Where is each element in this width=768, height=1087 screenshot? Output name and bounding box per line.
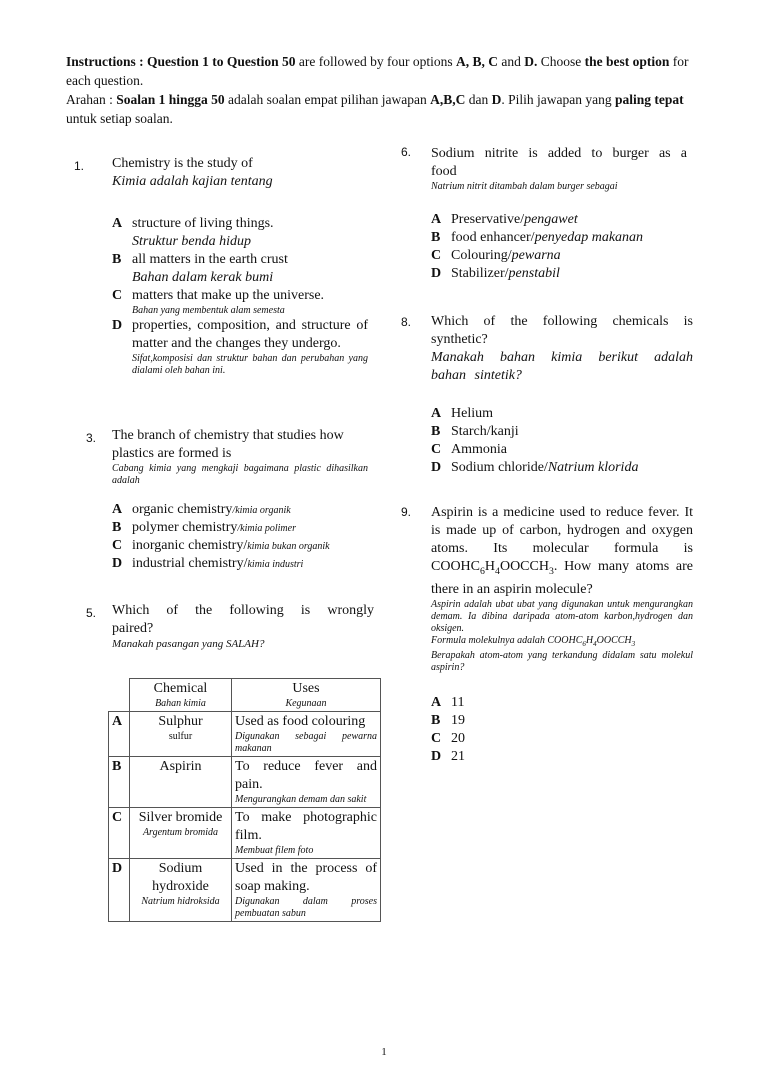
question-text-malay: Cabang kimia yang mengkaji bagaimana plastic dihasilkan adalah: [112, 463, 368, 486]
row-letter: A: [109, 712, 130, 757]
option-text: [451, 405, 693, 423]
instruction-segment: Arahan :: [66, 92, 117, 107]
uses-cell: [232, 808, 381, 859]
instruction-segment: A, B, C: [456, 54, 499, 69]
option-text-english: Preservative/: [451, 212, 525, 227]
instruction-segment: D.: [524, 54, 538, 69]
options: [431, 405, 693, 477]
question-text: [431, 504, 693, 599]
options: [112, 501, 368, 573]
option-letter: A: [431, 406, 442, 421]
option-a[interactable]: [431, 694, 693, 712]
question-text: The branch of chemistry that studies how plastics are formed is: [112, 428, 344, 461]
option-text-english: 20: [451, 730, 465, 746]
instruction-segment: for each question.: [66, 54, 689, 88]
option-text: [451, 229, 687, 247]
option-a[interactable]: [431, 405, 693, 423]
molecular-formula-malay: $COOHC_6H_4OOCCH_3$: [547, 634, 636, 648]
header-blank-cell: [109, 679, 130, 712]
option-text-english: inorganic chemistry/: [132, 538, 248, 553]
instructions: [66, 52, 696, 128]
option-letter: B: [431, 424, 441, 439]
option-letter: C: [112, 538, 123, 553]
instructions-malay: [66, 90, 696, 128]
question-3: [112, 427, 368, 573]
option-text-malay: pengawet: [524, 212, 578, 227]
option-letter: C: [431, 442, 442, 457]
question-text-malay: Manakah pasangan yang SALAH?: [112, 638, 265, 650]
option-b[interactable]: [112, 251, 368, 287]
table-row: [109, 712, 381, 757]
option-d[interactable]: [112, 317, 368, 377]
option-text-english: Starch/kanji: [451, 424, 519, 439]
option-text-english: Ammonia: [451, 442, 507, 457]
row-letter: D: [109, 859, 130, 922]
option-text: [451, 211, 687, 229]
page-number: 1: [381, 1046, 387, 1058]
question-1: [112, 155, 368, 377]
option-text: [451, 247, 687, 265]
option-letter: C: [431, 248, 442, 263]
question-number: 8.: [401, 315, 412, 329]
option-text: [451, 730, 693, 748]
instruction-segment: and: [498, 54, 525, 69]
chemical-name: Silver bromide: [138, 810, 223, 825]
option-d[interactable]: [431, 748, 693, 766]
option-text-english: industrial chemistry/: [132, 556, 248, 571]
options: [112, 215, 368, 377]
option-letter: C: [431, 730, 442, 746]
instruction-segment: adalah soalan empat pilihan jawapan: [224, 92, 431, 107]
option-text-english: properties, composition, and structure of matter and the changes they undergo.: [132, 318, 368, 351]
option-c[interactable]: [431, 247, 687, 265]
option-text-english: 11: [451, 694, 465, 710]
option-b[interactable]: [431, 712, 693, 730]
chemical-cell: [130, 757, 232, 808]
option-letter: C: [112, 288, 123, 303]
option-text-english: 19: [451, 712, 465, 728]
header-chemical-cell: [130, 679, 232, 712]
option-text-malay: pewarna: [511, 248, 561, 263]
table-header: [109, 679, 381, 712]
option-a[interactable]: [112, 501, 368, 519]
chemical-cell: [130, 808, 232, 859]
option-letter: A: [431, 212, 442, 227]
option-letter: A: [112, 216, 123, 231]
instruction-segment: untuk setiap soalan.: [66, 111, 173, 126]
option-b[interactable]: [431, 423, 693, 441]
option-b[interactable]: [431, 229, 687, 247]
option-letter: B: [431, 712, 441, 728]
question-number: 5.: [86, 606, 97, 620]
instruction-segment: dan: [465, 92, 492, 107]
question-text: Chemistry is the study of: [112, 156, 253, 171]
option-letter: A: [112, 502, 123, 517]
header-uses-cell: [232, 679, 381, 712]
option-text-english: Stabilizer/: [451, 266, 509, 281]
uses-cell: [232, 712, 381, 757]
uses-cell: [232, 859, 381, 922]
instruction-segment: D: [491, 92, 502, 107]
option-c[interactable]: [431, 441, 693, 459]
question-text-part: Aspirin is a medicine used to reduce fever. It is made up of carbon, hydrogen and oxygen atoms. Its molecular formula is: [431, 505, 693, 556]
option-letter: D: [112, 556, 123, 571]
option-text-malay: penyedap makanan: [534, 230, 644, 245]
row-letter: C: [109, 808, 130, 859]
option-text-english: organic chemistry: [132, 502, 233, 517]
option-text-malay: /kimia polimer: [237, 523, 296, 534]
option-text: [451, 694, 693, 712]
option-letter: A: [431, 694, 442, 710]
header-uses: Uses: [292, 681, 320, 696]
question-text-part: . How many atoms are there in an aspirin molecule?: [431, 559, 693, 597]
option-text-malay: Struktur benda hidup: [132, 234, 251, 249]
chemical-name: Aspirin: [159, 759, 202, 774]
question-text: Sodium nitrite is added to burger as a food: [431, 146, 687, 179]
table-row: [109, 757, 381, 808]
use-text-malay: Membuat filem foto: [235, 845, 314, 856]
header-uses-malay: Kegunaan: [285, 698, 327, 709]
chemical-name: Sulphur: [158, 714, 203, 729]
question-number: 3.: [86, 431, 97, 445]
option-text: [451, 441, 693, 459]
use-text-malay: Digunakan dalam proses pembuatan sabun: [235, 896, 377, 919]
option-letter: D: [431, 266, 442, 281]
option-text-english: matters that make up the universe.: [132, 288, 325, 303]
option-letter: B: [431, 230, 441, 245]
use-text-malay: Digunakan sebagai pewarna makanan: [235, 731, 377, 754]
option-letter: B: [112, 252, 122, 267]
instructions-english: [66, 52, 696, 90]
option-text: [132, 287, 368, 317]
option-letter: B: [112, 520, 122, 535]
table-row: [109, 808, 381, 859]
chemical-name: Sodium hydroxide: [152, 861, 209, 894]
question-text-malay: Manakah bahan kimia berikut adalah bahan sintetik?: [431, 350, 693, 383]
option-text-malay: Bahan dalam kerak bumi: [132, 270, 274, 285]
option-text: [451, 423, 693, 441]
question-9: [431, 504, 693, 766]
row-letter: B: [109, 757, 130, 808]
option-c[interactable]: [112, 537, 368, 555]
question-6: [431, 145, 687, 283]
option-letter: D: [431, 748, 442, 764]
option-text: [132, 519, 368, 537]
option-text-english: Helium: [451, 406, 493, 421]
use-text: Used in the process of soap making.: [235, 861, 377, 894]
option-text: [132, 215, 368, 251]
option-c[interactable]: [112, 287, 368, 317]
question-number: 6.: [401, 145, 412, 159]
question-text: Which of the following chemicals is synthetic?: [431, 314, 693, 347]
option-text-english: Sodium chloride/: [451, 460, 548, 475]
option-a[interactable]: [431, 211, 687, 229]
option-text-english: food enhancer/: [451, 230, 535, 245]
instruction-segment: are followed by four options: [295, 54, 456, 69]
chemical-name-malay: sulfur: [168, 731, 193, 742]
option-text: [132, 537, 368, 555]
malay-text: Formula molekulnya adalah: [431, 634, 545, 646]
instruction-segment: the best option: [584, 54, 670, 69]
option-d[interactable]: [112, 555, 368, 573]
malay-text: Berapakah atom-atom yang terkandung didalam satu molekul aspirin?: [431, 649, 693, 673]
option-a[interactable]: [112, 215, 368, 251]
option-text-malay: Natrium klorida: [547, 460, 639, 475]
instruction-segment: paling tepat: [614, 92, 684, 107]
table-row: [109, 859, 381, 922]
option-text: [451, 748, 693, 766]
option-text: [132, 251, 368, 287]
use-text-malay: Mengurangkan demam dan sakit: [235, 794, 367, 805]
option-text-malay: kimia industri: [247, 559, 304, 570]
options: [431, 694, 693, 766]
instruction-segment: Choose: [537, 54, 585, 69]
option-text: [451, 459, 693, 477]
option-letter: D: [431, 460, 442, 475]
chemical-name-malay: Natrium hidroksida: [141, 896, 220, 907]
option-text: [451, 712, 693, 730]
option-letter: D: [112, 318, 123, 333]
uses-cell: [232, 757, 381, 808]
option-text-malay: Bahan yang membentuk alam semesta: [132, 305, 285, 316]
question-5: [112, 602, 374, 650]
option-c[interactable]: [431, 730, 693, 748]
chemical-cell: [130, 859, 232, 922]
use-text: To make photographic film.: [235, 810, 377, 843]
option-text-malay: penstabil: [508, 266, 560, 281]
option-text: [132, 501, 368, 519]
chemical-uses-table: [108, 678, 381, 922]
question-number: 1.: [74, 159, 85, 173]
option-d[interactable]: [431, 459, 693, 477]
question-text-malay: Kimia adalah kajian tentang: [112, 174, 273, 189]
option-text: [451, 265, 687, 283]
chemical-name-malay: Argentum bromida: [142, 827, 219, 838]
option-text-english: 21: [451, 748, 465, 764]
molecular-formula: $COOHC_6H_4OOCCH_3$: [431, 559, 554, 577]
use-text: Used as food colouring: [235, 714, 366, 729]
question-text-malay: Natrium nitrit ditambah dalam burger sebagai: [431, 181, 618, 192]
options: [431, 211, 687, 283]
instruction-segment: Soalan 1 hingga 50: [116, 92, 225, 107]
question-text: Which of the following is wrongly paired?: [112, 603, 374, 636]
option-text-english: polymer chemistry: [132, 520, 238, 535]
option-text-malay: /kimia organik: [232, 505, 291, 516]
option-text-english: all matters in the earth crust: [132, 252, 288, 267]
option-b[interactable]: [112, 519, 368, 537]
instruction-segment: . Pilih jawapan yang: [501, 92, 615, 107]
option-d[interactable]: [431, 265, 687, 283]
header-chemical-malay: Bahan kimia: [155, 698, 206, 709]
instruction-segment: A,B,C: [430, 92, 466, 107]
option-text-malay: kimia bukan organik: [247, 541, 330, 552]
question-8: [431, 313, 693, 477]
option-text: [132, 555, 368, 573]
chemical-cell: [130, 712, 232, 757]
option-text-english: Colouring/: [451, 248, 512, 263]
option-text-malay: Sifat,komposisi dan struktur bahan dan perubahan yang dialami oleh bahan ini.: [132, 353, 368, 376]
instruction-segment: Instructions : Question 1 to Question 50: [66, 54, 296, 69]
question-text-malay: [431, 599, 693, 674]
use-text: To reduce fever and pain.: [235, 759, 377, 792]
malay-text: Aspirin adalah ubat ubat yang digunakan untuk mengurangkan demam. Ia dibina daripada atom-atom karbon,hydrogen dan oksigen.: [431, 598, 693, 634]
option-text: [132, 317, 368, 377]
question-number: 9.: [401, 505, 412, 519]
option-text-english: structure of living things.: [132, 216, 274, 231]
header-chemical: Chemical: [153, 681, 208, 696]
